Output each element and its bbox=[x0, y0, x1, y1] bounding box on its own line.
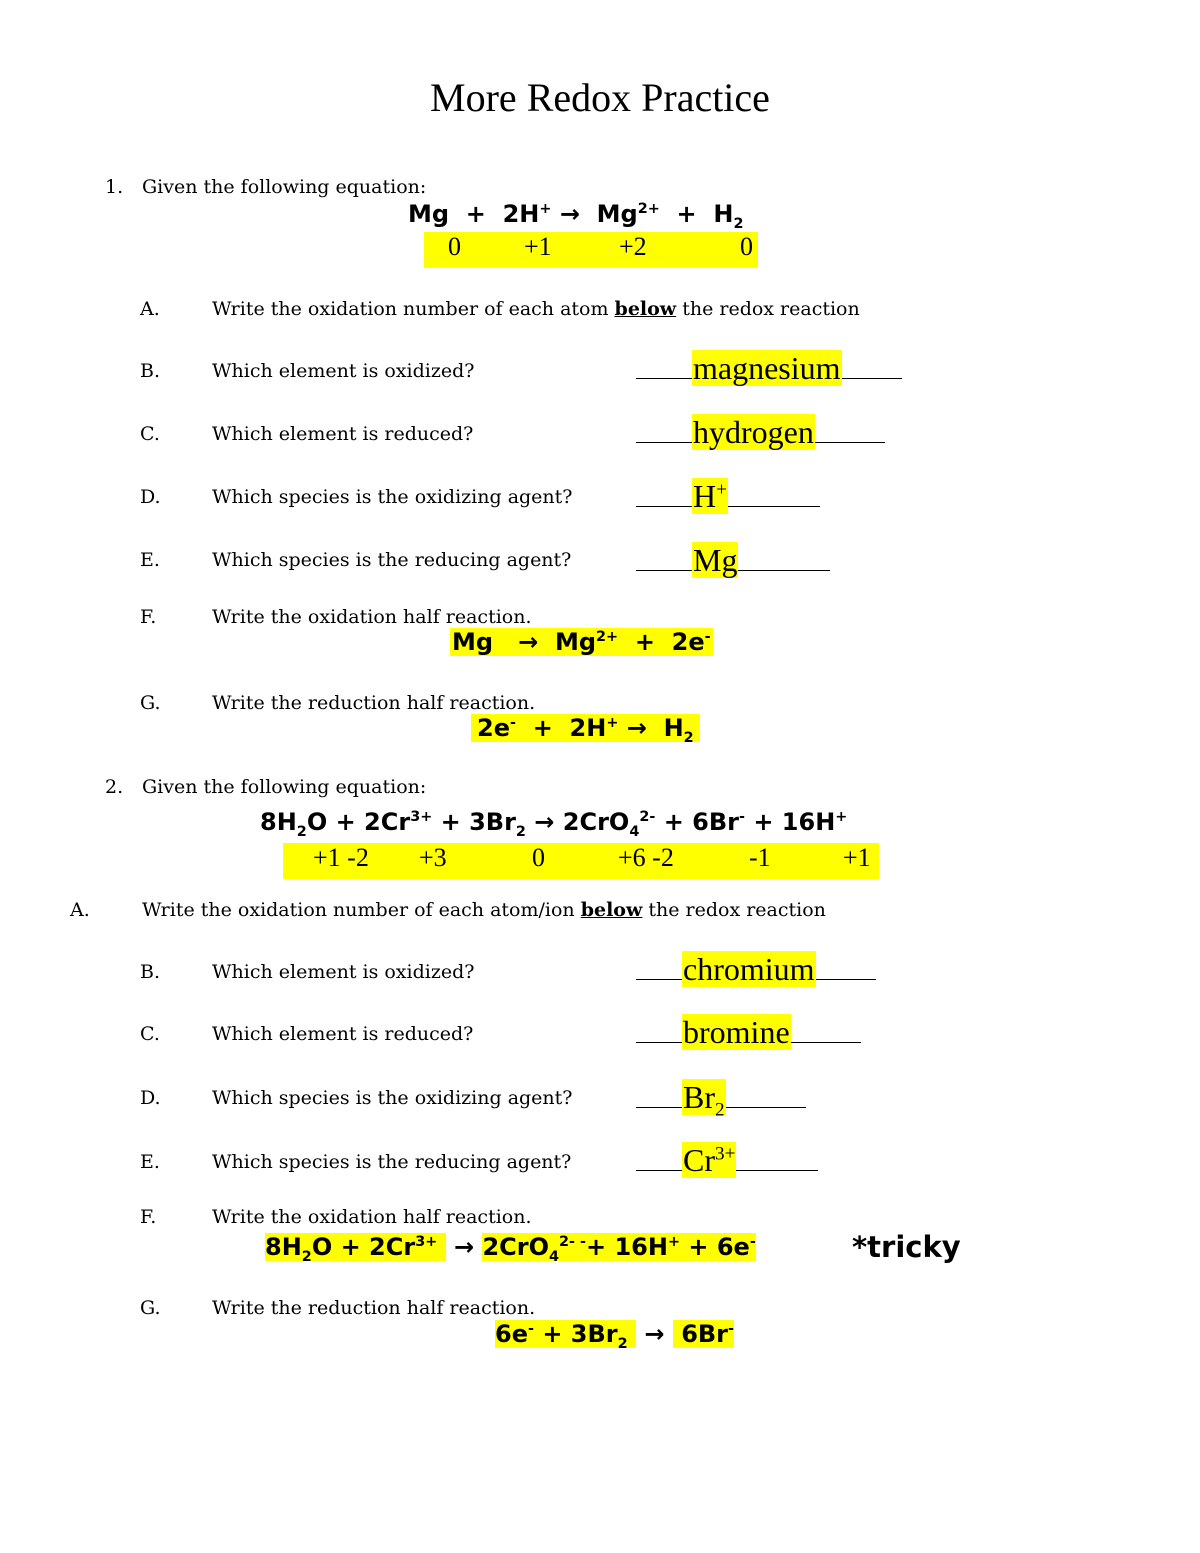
q1-g-r-a: 2e bbox=[477, 714, 510, 742]
q2-eq-t5-sup: + bbox=[835, 809, 848, 825]
q1-number: 1. bbox=[105, 176, 124, 198]
q2-a-pre: Write the oxidation number of each atom/ion bbox=[142, 899, 581, 921]
q2-g-r-a: 6e bbox=[495, 1320, 528, 1348]
q2-ox-4: -1 bbox=[749, 843, 771, 872]
q1-eq-mg: Mg bbox=[408, 200, 450, 228]
q2-tricky-note: *tricky bbox=[852, 1230, 961, 1264]
q2-ox-0: +1 -2 bbox=[313, 843, 369, 872]
q2-c-text: Which element is reduced? bbox=[212, 1023, 474, 1045]
q1-a-letter: A. bbox=[140, 298, 160, 320]
q2-f-r-right bbox=[482, 1233, 756, 1265]
q2-f-r-b-sub: 4 bbox=[549, 1248, 560, 1265]
q2-g-letter: G. bbox=[140, 1297, 161, 1319]
arrow-icon: → bbox=[644, 1320, 665, 1348]
q1-f-r-a: Mg bbox=[452, 628, 494, 656]
arrow-icon: → bbox=[525, 808, 563, 836]
q2-b-letter: B. bbox=[140, 961, 161, 983]
q2-a-letter: A. bbox=[70, 899, 90, 921]
q1-reduction-half-reaction bbox=[471, 714, 700, 746]
q2-e-answer bbox=[682, 1142, 736, 1178]
q2-ox-1: +3 bbox=[419, 843, 447, 872]
q2-e-letter: E. bbox=[140, 1151, 160, 1173]
q1-f-text: Write the oxidation half reaction. bbox=[212, 606, 532, 628]
q1-oxidation-half-reaction bbox=[450, 628, 713, 656]
arrow-icon: → bbox=[518, 628, 539, 656]
q2-e-text: Which species is the reducing agent? bbox=[212, 1151, 572, 1173]
q2-g-r-plus-sub: 2 bbox=[617, 1335, 628, 1352]
q2-ox-2: 0 bbox=[532, 843, 545, 872]
q1-g-r-plus: + bbox=[532, 714, 553, 742]
q1-d-answer-base: H bbox=[693, 478, 717, 514]
q2-eq-t2: + 3Br bbox=[432, 808, 516, 836]
q1-eq-h2-sub: 2 bbox=[733, 215, 744, 232]
q2-b-answer: chromium bbox=[683, 951, 815, 987]
q2-a-emph: below bbox=[580, 899, 643, 921]
q1-d-answer-field[interactable] bbox=[636, 476, 820, 515]
q1-eq-h-charge: + bbox=[539, 201, 552, 217]
q2-g-r-c: 6Br bbox=[681, 1320, 729, 1348]
arrow-icon: → bbox=[453, 1233, 475, 1261]
q2-f-r-a: 8H bbox=[265, 1233, 302, 1261]
q1-eq-mg2-charge: 2+ bbox=[637, 201, 660, 217]
q2-f-letter: F. bbox=[140, 1206, 157, 1228]
q2-eq-t3: 2CrO bbox=[562, 808, 630, 836]
q2-f-r-d-sup: - bbox=[749, 1234, 756, 1250]
q1-eq-mg2: Mg bbox=[596, 200, 638, 228]
q1-g-r-a-sup: - bbox=[509, 715, 516, 731]
q2-g-r-left bbox=[495, 1320, 636, 1352]
q1-f-r-c-sup: - bbox=[704, 629, 711, 645]
q2-eq-t3-sub: 4 bbox=[629, 823, 640, 840]
q2-d-answer-field[interactable] bbox=[636, 1077, 806, 1121]
q2-e-answer-sup: 3+ bbox=[715, 1143, 736, 1165]
arrow-icon: → bbox=[559, 200, 580, 228]
q2-f-r-b: 2CrO bbox=[482, 1233, 550, 1261]
q1-ox-0: 0 bbox=[448, 232, 461, 261]
q1-c-letter: C. bbox=[140, 423, 160, 445]
q1-e-letter: E. bbox=[140, 549, 160, 571]
q2-eq-t4: + 6Br bbox=[655, 808, 739, 836]
q2-oxidation-numbers bbox=[283, 843, 879, 879]
q2-oxidation-half-reaction bbox=[265, 1233, 756, 1265]
q1-f-r-c: 2e bbox=[671, 628, 705, 656]
q2-g-text: Write the reduction half reaction. bbox=[212, 1297, 536, 1319]
q2-eq-t2-sub: 2 bbox=[515, 823, 526, 840]
q2-reduction-half-reaction bbox=[495, 1320, 734, 1352]
q2-f-r-a-sub: 2 bbox=[301, 1248, 312, 1265]
q2-d-letter: D. bbox=[140, 1087, 161, 1109]
q2-eq-t1-sup: 3+ bbox=[410, 809, 433, 825]
q1-f-r-b-sup: 2+ bbox=[596, 629, 619, 645]
q1-a-emph: below bbox=[614, 298, 677, 320]
q1-b-text: Which element is oxidized? bbox=[212, 360, 475, 382]
q1-g-r-b-sup: + bbox=[606, 715, 619, 731]
q2-g-r-plus: + 3Br bbox=[533, 1320, 618, 1348]
q2-g-r-right bbox=[673, 1320, 734, 1348]
q2-a-text bbox=[142, 899, 826, 921]
q1-prompt: Given the following equation: bbox=[142, 176, 427, 198]
q2-c-letter: C. bbox=[140, 1023, 160, 1045]
q2-f-r-d: + 6e bbox=[680, 1233, 750, 1261]
q1-e-text: Which species is the reducing agent? bbox=[212, 549, 572, 571]
q1-g-r-c-sub: 2 bbox=[683, 729, 694, 746]
q2-b-text: Which element is oxidized? bbox=[212, 961, 475, 983]
q2-f-r-b-sup: 2- - bbox=[559, 1234, 586, 1250]
q1-eq-h2: H bbox=[713, 200, 734, 228]
q1-b-answer: magnesium bbox=[693, 350, 841, 386]
q2-f-r-a-sup: 3+ bbox=[415, 1234, 438, 1250]
q1-a-text bbox=[212, 298, 860, 320]
q2-eq-t1b: O + 2Cr bbox=[306, 808, 411, 836]
q1-g-text: Write the reduction half reaction. bbox=[212, 692, 536, 714]
q1-f-letter: F. bbox=[140, 606, 157, 628]
q2-g-r-a-sup: - bbox=[527, 1321, 534, 1337]
q2-f-r-a2: O + 2Cr bbox=[311, 1233, 416, 1261]
q2-c-answer-field[interactable] bbox=[636, 1012, 861, 1051]
q2-eq-t5: + 16H bbox=[744, 808, 836, 836]
q1-ox-3: 0 bbox=[740, 232, 753, 261]
q2-number: 2. bbox=[105, 776, 124, 798]
q2-prompt: Given the following equation: bbox=[142, 776, 427, 798]
q2-g-r-c-sup: - bbox=[728, 1321, 734, 1337]
q1-g-letter: G. bbox=[140, 692, 161, 714]
q1-d-answer bbox=[692, 478, 728, 514]
q1-a-post: the redox reaction bbox=[676, 298, 860, 320]
q1-equation bbox=[408, 200, 744, 232]
q2-f-r-c-sup: + bbox=[667, 1234, 681, 1250]
q1-eq-h: 2H bbox=[502, 200, 540, 228]
q1-b-letter: B. bbox=[140, 360, 161, 382]
q2-ox-3: +6 -2 bbox=[618, 843, 674, 872]
q2-d-answer-sub: 2 bbox=[715, 1099, 725, 1121]
q1-d-text: Which species is the oxidizing agent? bbox=[212, 486, 573, 508]
q2-f-text: Write the oxidation half reaction. bbox=[212, 1206, 532, 1228]
q2-e-answer-field[interactable] bbox=[636, 1140, 818, 1179]
q1-ox-1: +1 bbox=[524, 232, 552, 261]
q2-e-answer-base: Cr bbox=[683, 1142, 715, 1178]
q2-equation bbox=[260, 808, 848, 840]
q1-c-answer: hydrogen bbox=[693, 414, 814, 450]
q1-b-answer-field[interactable] bbox=[636, 348, 902, 387]
q2-a-post: the redox reaction bbox=[642, 899, 826, 921]
q1-f-r-b: Mg bbox=[554, 628, 597, 656]
q1-eq-plus: + bbox=[465, 200, 486, 228]
q2-c-answer: bromine bbox=[683, 1014, 790, 1050]
q2-d-answer bbox=[682, 1079, 726, 1121]
q1-g-r-c: H bbox=[663, 714, 684, 742]
q1-e-answer: Mg bbox=[693, 542, 738, 578]
q1-d-answer-sup: + bbox=[716, 479, 727, 501]
q1-a-pre: Write the oxidation number of each atom bbox=[212, 298, 615, 320]
q2-b-answer-field[interactable] bbox=[636, 949, 876, 988]
q2-d-text: Which species is the oxidizing agent? bbox=[212, 1087, 573, 1109]
q2-ox-5: +1 bbox=[843, 843, 871, 872]
page-title: More Redox Practice bbox=[430, 75, 770, 120]
q1-c-text: Which element is reduced? bbox=[212, 423, 474, 445]
q2-f-r-left bbox=[265, 1233, 446, 1265]
arrow-icon: → bbox=[626, 714, 647, 742]
q1-f-r-plus: + bbox=[634, 628, 655, 656]
q1-e-answer-field[interactable] bbox=[636, 540, 830, 579]
q1-oxidation-numbers bbox=[424, 232, 758, 268]
q1-eq-plus-2: + bbox=[676, 200, 697, 228]
q2-eq-t3-sup: 2- bbox=[639, 809, 656, 825]
q2-d-answer-base: Br bbox=[683, 1079, 715, 1115]
q1-ox-2: +2 bbox=[619, 232, 647, 261]
q2-eq-t4-sup: - bbox=[739, 809, 745, 825]
q2-eq-t1-sub: 2 bbox=[296, 823, 307, 840]
q1-g-r-b: 2H bbox=[569, 714, 607, 742]
q1-d-letter: D. bbox=[140, 486, 161, 508]
q2-f-r-c: + 16H bbox=[586, 1233, 668, 1261]
q1-c-answer-field[interactable] bbox=[636, 412, 885, 451]
q2-eq-t1: 8H bbox=[260, 808, 297, 836]
